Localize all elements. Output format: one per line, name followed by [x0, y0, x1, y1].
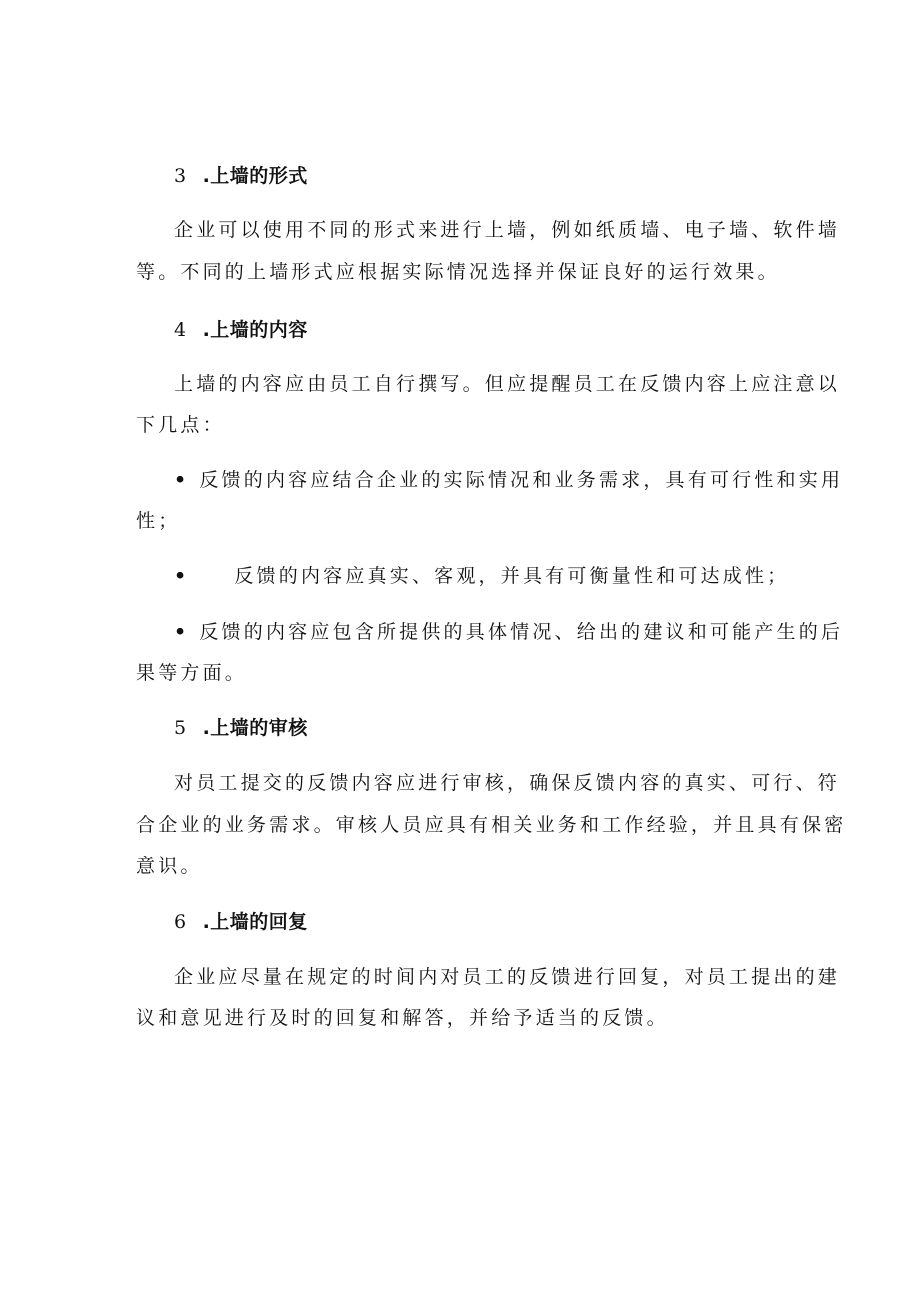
- paragraph-line: 企业可以使用不同的形式来进行上墙，例如纸质墙、电子墙、软件墙: [174, 219, 841, 241]
- section-number: 6: [174, 911, 187, 933]
- paragraph-line: 下几点：: [136, 414, 225, 436]
- bullet-continuation: 果等方面。: [136, 662, 248, 684]
- paragraph-line: 合企业的业务需求。审核人员应具有相关业务和工作经验，并且具有保密: [136, 814, 847, 836]
- section-title: .上墙的形式: [202, 165, 308, 187]
- bullet-text: 反馈的内容应结合企业的实际情况和业务需求，具有可行性和实用: [199, 469, 844, 491]
- section-title: .上墙的审核: [202, 717, 308, 739]
- bullet-continuation: 性；: [136, 510, 181, 532]
- section-number: 3: [174, 165, 187, 187]
- bullet-item: [174, 564, 789, 588]
- bullet-text: 反馈的内容应真实、客观，并具有可衡量性和可达成性；: [234, 565, 790, 587]
- bullet-icon: •: [174, 469, 190, 491]
- paragraph-line: 企业应尽量在规定的时间内对员工的反馈进行回复，对员工提出的建: [174, 966, 841, 988]
- section-heading: [174, 910, 308, 934]
- section-heading: [174, 716, 308, 740]
- bullet-icon: •: [174, 621, 190, 643]
- bullet-icon: •: [174, 565, 190, 587]
- section-heading: [174, 318, 308, 342]
- bullet-item: [174, 620, 843, 644]
- section-number: 5: [174, 717, 187, 739]
- paragraph-line: 等。不同的上墙形式应根据实际情况选择并保证良好的运行效果。: [136, 261, 780, 283]
- bullet-text: 反馈的内容应包含所提供的具体情况、给出的建议和可能产生的后: [199, 621, 844, 643]
- bullet-item: [174, 468, 843, 492]
- section-title: .上墙的内容: [202, 319, 308, 341]
- paragraph-line: 对员工提交的反馈内容应进行审核，确保反馈内容的真实、可行、符: [174, 772, 841, 794]
- paragraph-line: 上墙的内容应由员工自行撰写。但应提醒员工在反馈内容上应注意以: [174, 373, 841, 395]
- paragraph-line: 议和意见进行及时的回复和解答，并给予适当的反馈。: [136, 1007, 669, 1029]
- section-title: .上墙的回复: [202, 911, 308, 933]
- paragraph-line: 意识。: [136, 855, 203, 877]
- section-heading: [174, 164, 308, 188]
- section-number: 4: [174, 319, 187, 341]
